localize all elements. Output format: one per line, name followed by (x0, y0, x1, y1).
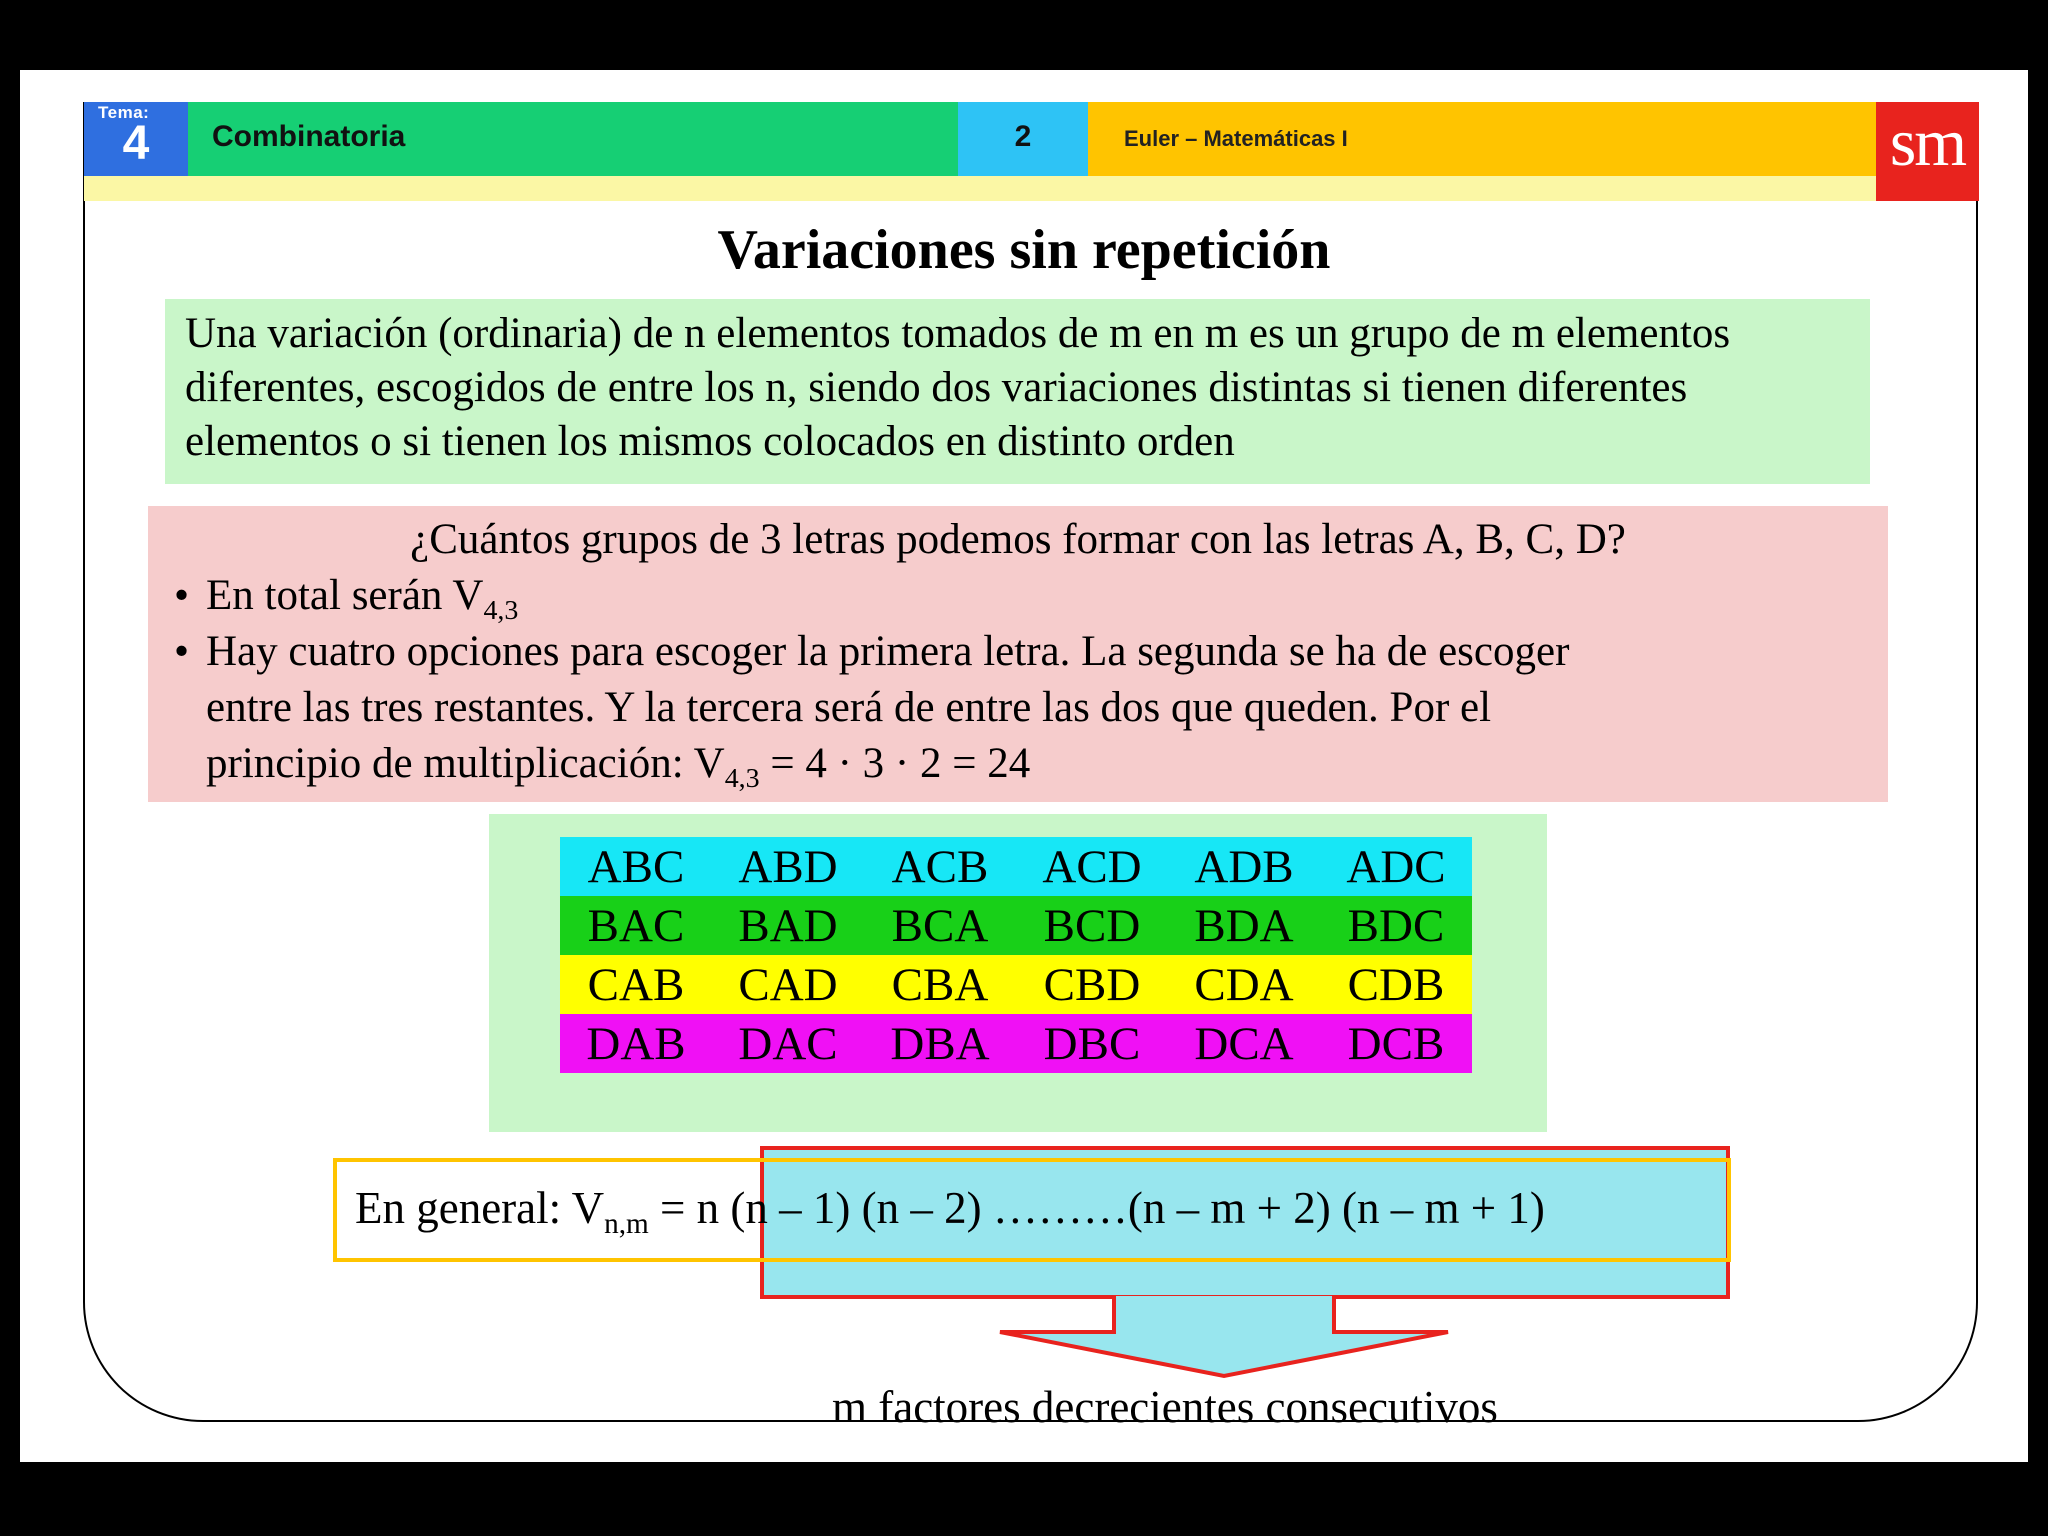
table-row (560, 896, 1472, 955)
bullet-2-line-1: Hay cuatro opciones para escoger la primera letra. La segunda se ha de escoger (206, 628, 1570, 675)
bullet-2-subscript: 4,3 (724, 762, 760, 794)
factors-caption: m factores decrecientes consecutivos (832, 1382, 1498, 1432)
table-row (560, 955, 1472, 1014)
table-cell: DCA (1194, 1017, 1294, 1070)
table-cell: DBC (1043, 1017, 1141, 1070)
table-cell: BAC (587, 899, 685, 952)
topic-title: Combinatoria (212, 120, 406, 153)
table-cell: BCA (891, 899, 989, 952)
bullet-dot: • (174, 628, 190, 675)
table-cell: BDA (1194, 899, 1294, 952)
definition-box (165, 299, 1870, 484)
table-cell: DAB (586, 1017, 686, 1070)
slide (20, 70, 2028, 1462)
bullet-1-subscript: 4,3 (483, 594, 519, 626)
table-cell: CDA (1194, 958, 1294, 1011)
variations-table (560, 837, 1472, 1073)
page-number: 2 (1014, 120, 1032, 153)
table-cell: ACB (891, 840, 989, 893)
sm-logo: sm (1876, 102, 1979, 201)
book-title: Euler – Matemáticas I (1124, 126, 1348, 151)
table-cell: CDB (1347, 958, 1445, 1011)
table-cell: CAB (587, 958, 685, 1011)
table-cell: BDC (1347, 899, 1445, 952)
header-yellow-bar (84, 176, 1876, 201)
table-cell: BAD (738, 899, 838, 952)
general-formula-text: = n (n – 1) (n – 2) ………(n – m + 2) (n – m + 1) (648, 1183, 1545, 1233)
table-cell: DAC (738, 1017, 838, 1070)
definition-text: Una variación (ordinaria) de n elementos tomados de m en m es un grupo de m elementos diferentes, escogidos de entre los n, siendo dos variaciones distintas si tienen diferentes elementos o si tienen los mismos colocados en distinto orden (185, 310, 1731, 465)
table-cell: ABD (738, 840, 838, 893)
bullet-1 (168, 568, 1868, 624)
general-subscript: n,m (604, 1208, 649, 1241)
bullet-2-line-3-post: = 4 · 3 · 2 = 24 (759, 740, 1031, 787)
table-cell: ADC (1346, 840, 1446, 893)
table-cell: CAD (738, 958, 838, 1011)
slide-header (84, 102, 1979, 208)
table-cell: DBA (890, 1017, 990, 1070)
table-cell: DCB (1347, 1017, 1445, 1070)
example-box (148, 506, 1888, 802)
tema-badge (84, 102, 188, 176)
tema-number: 4 (122, 117, 150, 170)
variations-table-body (560, 837, 1472, 1073)
bullet-2-line-3 (168, 736, 1868, 792)
table-cell: BCD (1043, 899, 1141, 952)
bullet-2-line-2: entre las tres restantes. Y la tercera será de entre las dos que queden. Por el (206, 684, 1492, 731)
table-cell: ACD (1042, 840, 1142, 893)
table-cell: CBA (891, 958, 989, 1011)
slide-title: Variaciones sin repetición (717, 219, 1331, 281)
general-prefix: En general: V (355, 1183, 605, 1233)
general-formula (355, 1182, 1545, 1241)
table-cell: ADB (1194, 840, 1294, 893)
bullet-dot: • (174, 572, 190, 619)
table-row (560, 1014, 1472, 1073)
bullet-1-text: En total serán V (206, 572, 484, 619)
tema-label: Tema: (98, 103, 150, 122)
table-cell: ABC (587, 840, 685, 893)
table-row (560, 837, 1472, 896)
table-cell: CBD (1043, 958, 1141, 1011)
bullet-2 (168, 624, 1868, 680)
bullet-2-line-3-pre: principio de multiplicación: V (206, 740, 725, 787)
example-question: ¿Cuántos grupos de 3 letras podemos formar con las letras A, B, C, D? (410, 516, 1626, 563)
